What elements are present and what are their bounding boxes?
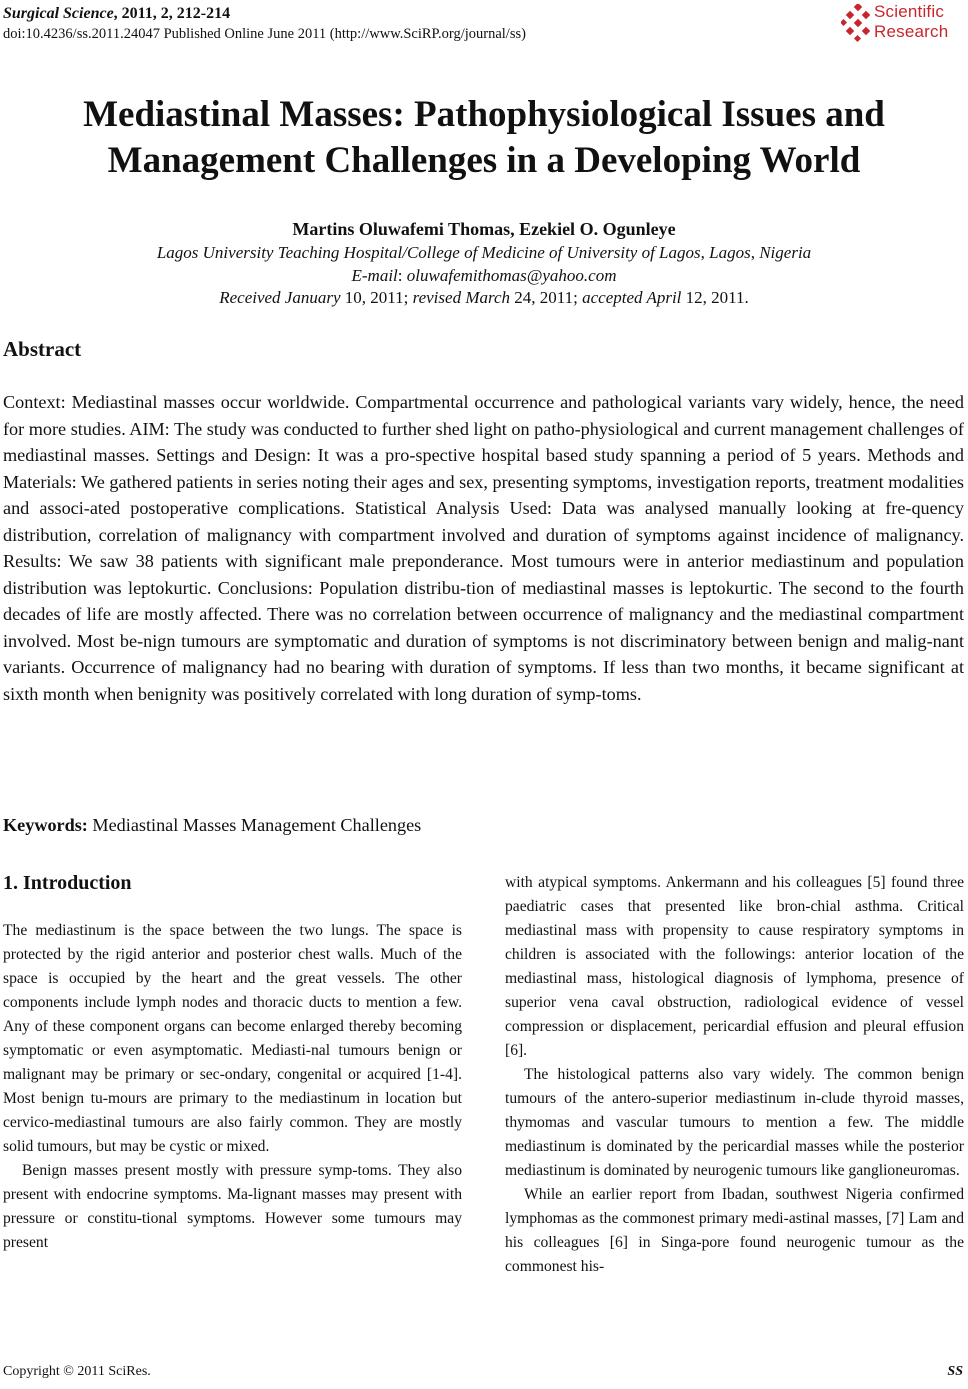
title-line-2: Management Challenges in a Developing World [107,140,861,181]
accepted-date: 12, 2011. [681,288,749,307]
affiliation-sep-1: , [700,243,710,262]
page-footer [3,1363,963,1381]
affiliation-institution: Lagos University Teaching Hospital/College of Medicine of University of Lagos [156,243,701,262]
paragraph: The mediastinum is the space between the two lungs. The space is protected by the rigid anterior and posterior chest walls. Much of the space is occupied by the heart and the great vessels. The other components include lymph nodes and thoracic ducts to mention a few. Any of these component organs can become enlarged thereby becoming symptomatic or even asymptomatic. Mediasti-nal tumours benign or malignant may be primary or sec-ondary, congenital or acquired [1-4]. Most benign tu-mours are primary to the mediastinum in location but cervico-mediastinal tumours are also fairly common. They are mostly solid tumours, but may be cystic or mixed. [3,922,462,1155]
journal-abbreviation: SS [947,1364,963,1379]
page-header [3,4,963,44]
logo-line-2: Research [874,22,949,41]
right-column [505,871,964,1279]
received-date: 10, 2011; [340,288,413,307]
paragraph: with atypical symptoms. Ankermann and his colleagues [5] found three paediatric cases that presented like bron-chial asthma. Critical mediastinal mass with propensity to cause respiratory symptoms in children is associated with the followings: anterior location of the mediastinal mass, histological diagnosis of lymphoma, presence of superior vena caval obstruction, radiological evidence of vessel compression or displacement, pericardial effusion and pleural effusion [6]. [505,874,964,1059]
logo-line-1: Scientific [874,2,945,21]
left-column [3,919,462,1255]
keywords-label: Keywords: [3,815,88,835]
journal-citation [3,4,963,24]
scirp-logo[interactable] [841,2,965,46]
email-address[interactable]: oluwafemithomas@yahoo.com [406,266,617,285]
scirp-logo-icon [841,4,873,44]
scirp-logo-text [874,2,948,42]
revised-label: revised March [412,288,511,307]
title-line-1: Mediastinal Masses: Pathophysiological Issues and [83,94,885,135]
paragraph: While an earlier report from Ibadan, southwest Nigeria confirmed lymphomas as the commonest primary medi-astinal masses, [7] Lam and his colleagues [6] in Singa-pore found neurogenic tumour as the commonest his- [505,1186,964,1275]
affiliation-city: Lagos [709,243,751,262]
paragraph: The histological patterns also vary widely. The common benign tumours of the antero-superior mediastinum in-clude thyroid masses, thymomas and vascular tumours to mention a few. The middle mediastinum is dominated by the pericardial masses while the posterior mediastinum is dominated by neurogenic tumours like ganglioneuromas. [505,1066,964,1179]
received-label: Received January [219,288,341,307]
accepted-label: accepted April [582,288,682,307]
paragraph: Benign masses present mostly with pressure symp-toms. They also present with endocrine symptoms. Ma-lignant masses may present with pressure or constitu-tional symptoms. However some tumours may present [3,1162,462,1251]
paper-title [40,92,928,184]
keywords-text: Mediastinal Masses Management Challenges [87,815,422,835]
email-sep: : [397,266,407,285]
abstract-heading: Abstract [3,337,82,361]
section-heading-introduction: 1. Introduction [3,872,132,894]
journal-volume: , 2011, 2, 212-214 [113,5,231,22]
abstract-text: Context: Mediastinal masses occur worldwide. Compartmental occurrence and pathological variants vary widely, hence, the need for more studies. AIM: The study was conducted to further shed light on patho-physiological and current management challenges of mediastinal masses. Settings and Design: It was a pro-spective hospital based study spanning a period of 5 years. Methods and Materials: We gathered patients in series noting their ages and sex, presenting symptoms, investigation reports, treatment modalities and associ-ated postoperative complications. Statistical Analysis Used: Data was analysed manually looking at fre-quency distribution, correlation of malignancy with compartment involved and duration of symptoms against incidence of malignancy. Results: We saw 38 patients with significant male preponderance. Most tumours were in anterior mediastinum and population distribution was leptokurtic. Conclusions: Population distribu-tion of mediastinal masses is leptokurtic. The second to the fourth decades of life are mostly affected. There was no correlation between occurrence of malignancy and the mediastinal compartment involved. Most be-nign tumours are symptomatic and duration of symptoms is not discriminatory between benign and malig-nant variants. Occurrence of malignancy had no bearing with duration of symptoms. If less than two months, it became significant at sixth month when benignity was positively correlated with long duration of symp-toms. [3,392,964,704]
journal-name: Surgical Science [3,5,114,22]
affiliation-sep-2: , [750,243,760,262]
doi-line: doi:10.4236/ss.2011.24047 Published Online June 2011 (http://www.SciRP.org/journal/ss) [3,26,526,42]
copyright: Copyright © 2011 SciRes. [3,1364,151,1379]
keywords [3,812,421,838]
history-dates [0,287,968,309]
authors: Martins Oluwafemi Thomas, Ezekiel O. Ogunleye [292,219,676,239]
email-line [0,265,968,287]
email-label: E-mail [351,266,398,285]
affiliation [0,242,968,264]
revised-date: 24, 2011; [510,288,583,307]
affiliation-country: Nigeria [759,243,812,262]
